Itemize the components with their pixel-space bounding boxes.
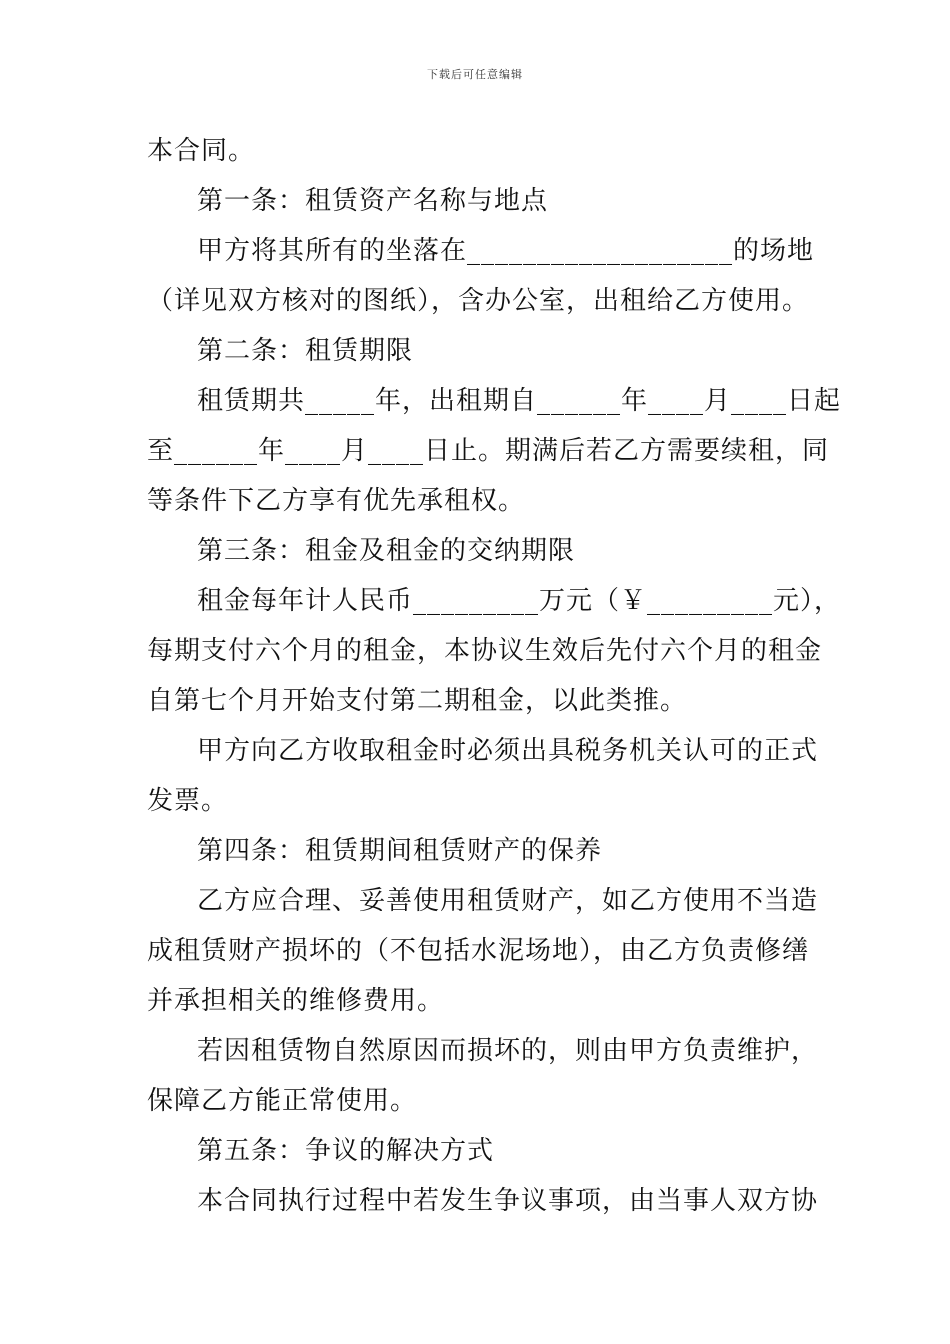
contract-body <box>147 126 842 1226</box>
text-line: 甲方向乙方收取租金时必须出具税务机关认可的正式 <box>197 736 819 766</box>
text-line: 成租赁财产损坏的（不包括水泥场地），由乙方负责修缮 <box>147 936 810 966</box>
text-line: 并承担相关的维修费用。 <box>147 986 445 1016</box>
text-line: 甲方将其所有的坐落在___________________的场地 <box>197 236 815 266</box>
text-line: 每期支付六个月的租金，本协议生效后先付六个月的租金 <box>147 636 823 666</box>
text-line: 租赁期共_____年，出租期自______年____月____日起 <box>197 386 842 416</box>
page-header-note: 下载后可任意编辑 <box>427 68 523 81</box>
text-line: 自第七个月开始支付第二期租金，以此类推。 <box>147 686 688 716</box>
article-1-heading: 第一条：租赁资产名称与地点 <box>197 186 549 216</box>
text-line: 本合同执行过程中若发生争议事项，由当事人双方协 <box>197 1186 819 1216</box>
text-line: 租金每年计人民币_________万元（￥_________元）， <box>197 586 842 616</box>
article-2-heading: 第二条：租赁期限 <box>197 336 414 366</box>
text-line: 若因租赁物自然原因而损坏的，则由甲方负责维护， <box>197 1036 819 1066</box>
text-line: 乙方应合理、妥善使用租赁财产，如乙方使用不当造 <box>197 886 819 916</box>
text-line: 发票。 <box>147 786 229 816</box>
article-3-heading: 第三条：租金及租金的交纳期限 <box>197 536 576 566</box>
article-5-heading: 第五条：争议的解决方式 <box>197 1136 495 1166</box>
text-line: 至______年____月____日止。期满后若乙方需要续租，同 <box>147 436 830 466</box>
text-line: （详见双方核对的图纸），含办公室，出租给乙方使用。 <box>147 286 810 316</box>
text-line: 本合同。 <box>147 136 256 166</box>
article-4-heading: 第四条：租赁期间租赁财产的保养 <box>197 836 603 866</box>
text-line: 等条件下乙方享有优先承租权。 <box>147 486 526 516</box>
text-line: 保障乙方能正常使用。 <box>147 1086 418 1116</box>
